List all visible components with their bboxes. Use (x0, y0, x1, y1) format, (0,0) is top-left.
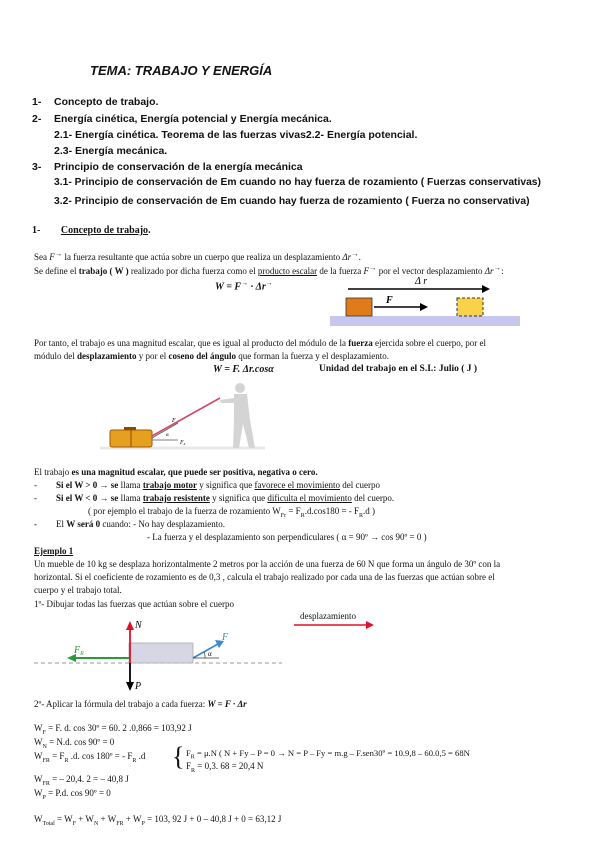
text: = N.d. cos 90º = 0 (46, 737, 115, 747)
text: F (186, 748, 191, 758)
text: Por tanto, el trabajo es una magnitud escalar, que es igual al producto del módulo de la (34, 338, 349, 348)
step-1: 1º- Dibujar todas las fuerzas que actúan sobre el cuerpo (34, 599, 234, 609)
text: .d ) (363, 506, 376, 516)
text: módulo del (34, 351, 77, 361)
text: = – 20,4. 2 = – 40,8 J (49, 774, 129, 784)
text: R (132, 757, 137, 764)
suitcase-illustration (100, 378, 270, 452)
work-N (34, 737, 114, 750)
text: coseno del ángulo (168, 351, 237, 361)
text: FR (42, 757, 50, 764)
text: dificulta el movimiento (267, 493, 352, 503)
text: . (358, 252, 361, 262)
text: N (42, 743, 47, 750)
toc-item-3-1 (54, 177, 541, 188)
toc-text: Principio de conservación de la energía mecánica (54, 161, 303, 173)
rope (152, 398, 220, 436)
ground (330, 316, 520, 326)
text: + W (98, 814, 117, 824)
toc-num: 2- (32, 113, 42, 125)
text: = F (49, 751, 65, 761)
text: desplazamiento (77, 351, 137, 361)
work-unit: Unidad del trabajo en el S.I.: Julio ( J ) (319, 364, 478, 374)
label-F: F (386, 295, 393, 306)
label-F: F (222, 632, 229, 643)
text: W = (215, 281, 235, 293)
text: trabajo motor (142, 480, 198, 490)
example-heading: Ejemplo 1 (34, 546, 74, 556)
text: R (359, 512, 364, 519)
text: llama (118, 480, 143, 490)
text: trabajo resistente (142, 493, 210, 503)
label-alpha: α (208, 650, 212, 658)
arrowhead (366, 621, 374, 629)
text: y significa que (197, 480, 255, 490)
text: R (64, 757, 69, 764)
section-heading: 1- Concepto de trabajo. (32, 225, 151, 236)
text: Sea (34, 252, 50, 262)
work-FR (34, 751, 145, 764)
text: realizado por dicha fuerza como el (128, 266, 258, 276)
text: y por el (136, 351, 169, 361)
text: llama (118, 493, 143, 503)
text: Si el W < 0 → se (56, 493, 119, 503)
brace: { (172, 742, 185, 771)
text: + W (76, 814, 94, 824)
text: W (34, 737, 43, 747)
label-N: N (135, 620, 142, 631)
friction-calc-2 (186, 761, 263, 774)
label-FR: $F_R$ (74, 645, 84, 657)
normal-arrowhead (126, 621, 134, 630)
text: W será 0 (66, 519, 101, 529)
displacement-arrow (294, 620, 374, 630)
formula: W = F · Δr (207, 699, 247, 709)
text: = P.d. cos 90º = 0 (45, 788, 111, 798)
text: - (34, 519, 37, 529)
text: Fr (280, 512, 287, 519)
block-final (457, 298, 483, 316)
definition-line-1: Sea F→ la fuerza resultante que actúa sobre un cuerpo que realiza un desplazamiento Δr→. (34, 249, 361, 262)
text: · (248, 281, 256, 293)
text: El trabajo (34, 467, 72, 477)
definition-line-2: Se define el trabajo ( W ) realizado por dicha fuerza como el producto escalar de la fuerza F→ por el vector desplazamiento Δr→: (34, 263, 504, 276)
text: W (34, 723, 43, 733)
work-P (34, 788, 111, 801)
text: y significa que (209, 493, 268, 503)
example-line-1: Un mueble de 10 kg se desplaza horizontalmente 2 metros por la acción de una fuerza de 60 N que forma un ángulo de 30º con la (34, 559, 501, 569)
angle-arc (204, 652, 205, 658)
text: 2º- Aplicar la fórmula del trabajo a cada fuerza: (34, 699, 208, 709)
text: + W (123, 814, 142, 824)
vector-F: F (49, 252, 55, 262)
text: F (42, 729, 46, 736)
vector-F: F (234, 281, 242, 293)
furniture-block (129, 643, 193, 663)
example-line-2: horizontal. Si el coeficiente de rozamiento es de 0,3 , calcula el trabajo realizado por cada una de las fuerzas que actúan sobre el (34, 572, 495, 582)
text: FR (116, 820, 124, 827)
bullet-cero-2: - La fuerza y el desplazamiento son perpendiculares ( α = 90º → cos 90º = 0 ) (147, 532, 427, 542)
toc-item-2-1 (54, 129, 417, 141)
text: la fuerza resultante que actúa sobre un cuerpo que realiza un desplazamiento (62, 252, 343, 262)
text: - (34, 480, 37, 490)
text: Se define el (34, 266, 79, 276)
vector-dr: Δr (255, 281, 266, 293)
text: - (34, 493, 37, 503)
toc-text: Energía cinética, Energía potencial y Energía mecánica. (54, 113, 332, 125)
text: R (191, 767, 196, 774)
text: trabajo ( W ) (78, 266, 129, 276)
toc-text: Concepto de trabajo. (54, 96, 159, 108)
displacement-diagram (330, 272, 520, 330)
paragraph-line-2 (34, 350, 389, 362)
toc-num: 3- (32, 161, 42, 173)
text: por el vector desplazamiento (376, 266, 485, 276)
toc-text: 3.1- Principio de conservación de Em cuando no hay fuerza de rozamiento ( Fuerzas conservativas) (54, 177, 541, 188)
text: F (186, 761, 192, 771)
displacement-arrowhead (482, 285, 490, 293)
text: = W (54, 814, 73, 824)
weight-arrowhead (126, 682, 134, 691)
label-dr: Δ r (415, 276, 428, 287)
work-formula-vector: W = F→ · Δr→ (215, 279, 273, 293)
text: fuerza (348, 338, 373, 348)
vector-dr: Δr (342, 252, 352, 262)
block (346, 298, 372, 316)
displacement-label: desplazamiento (300, 611, 356, 621)
text: : (501, 266, 504, 276)
step-2 (34, 698, 247, 710)
work-total (34, 814, 281, 827)
toc-text: 2.3- Energía mecánica. (54, 145, 168, 157)
text: producto escalar (257, 266, 318, 276)
sign-intro (34, 466, 318, 478)
vector-dr: Δr (484, 266, 494, 276)
text: de la fuerza (317, 266, 364, 276)
text: = 0,3. 68 = 20,4 N (195, 761, 264, 771)
text: W (34, 774, 43, 784)
toc-item-2 (32, 113, 332, 125)
text: ejercida sobre el cuerpo, por el (372, 338, 486, 348)
text: El (56, 519, 67, 529)
text: W (34, 751, 43, 761)
example-line-3: cuerpo y el trabajo total. (34, 585, 122, 595)
text: R (300, 512, 305, 519)
text: .d.cos180 = - F (304, 506, 360, 516)
bullet-motor (34, 479, 380, 491)
text: FR (42, 780, 50, 787)
applied-force-arrow (193, 644, 218, 658)
toc-num: 1- (32, 96, 42, 108)
fig-label-Fx: Fx (180, 440, 186, 446)
text: P (42, 794, 46, 801)
toc-item-3-2 (54, 196, 530, 207)
text: F (72, 820, 77, 827)
text: W (34, 788, 43, 798)
text: del cuerpo. (351, 493, 395, 503)
page-title: TEMA: TRABAJO Y ENERGÍA (90, 63, 273, 78)
text: Si el W > 0 → se (56, 480, 119, 490)
toc-text: 2.1- Energía cinética. Teorema de las fuerzas vivas2.2- Energía potencial. (54, 129, 418, 141)
vector-F: F (363, 266, 370, 276)
text: W (34, 814, 43, 824)
work-formula-scalar: W = F. Δr.cosα (213, 364, 274, 375)
section-num: 1- (32, 225, 41, 236)
friction-calc-1 (186, 748, 470, 761)
section-title: Concepto de trabajo (60, 225, 149, 236)
work-FR-result (34, 774, 129, 787)
work-F (34, 723, 192, 736)
text: = F. d. cos 30º = 60. 2 .0,866 = 103,92 J (45, 723, 192, 733)
fig-label-F: F (172, 418, 176, 424)
text: cuando: - No hay desplazamiento. (100, 519, 226, 529)
person-silhouette-icon (220, 383, 255, 448)
text: que forman la fuerza y el desplazamiento. (236, 351, 389, 361)
text: .d (136, 751, 146, 761)
bullet-resistente (34, 492, 395, 504)
text: = 103, 92 J + 0 – 40,8 J + 0 = 63,12 J (144, 814, 282, 824)
label-P: P (135, 681, 142, 692)
text: R (190, 754, 195, 761)
f-arrow (152, 423, 178, 438)
text: .d. cos 180º = - F (68, 751, 133, 761)
text: N (93, 820, 99, 827)
force-arrowhead (420, 303, 428, 311)
text: del cuerpo (340, 480, 380, 490)
toc-item-1 (32, 96, 158, 108)
text: favorece el movimiento (254, 480, 341, 490)
text: P (141, 820, 145, 827)
bullet-cero (34, 518, 226, 530)
text: = F (286, 506, 301, 516)
fig-label-alpha: α (166, 433, 169, 438)
toc-item-3 (32, 161, 303, 173)
toc-item-2-3 (54, 145, 167, 157)
paragraph-line-1 (34, 337, 486, 349)
text: = μ.N ( N + Fy – P = 0 → N = P – Fy = m.g – F.sen30º = 10.9,8 – 60.0,5 = 68N (194, 748, 470, 758)
text: Total (42, 820, 55, 827)
suitcase-handle (124, 427, 136, 430)
free-body-diagram (34, 616, 284, 694)
text: es una magnitud escalar, que puede ser positiva, negativa o cero. (71, 467, 318, 477)
text: ( por ejemplo el trabajo de la fuerza de rozamiento W (88, 506, 281, 516)
toc-text: 3.2- Principio de conservación de Em cuando hay fuerza de rozamiento ( Fuerza no conservativa) (54, 196, 530, 207)
